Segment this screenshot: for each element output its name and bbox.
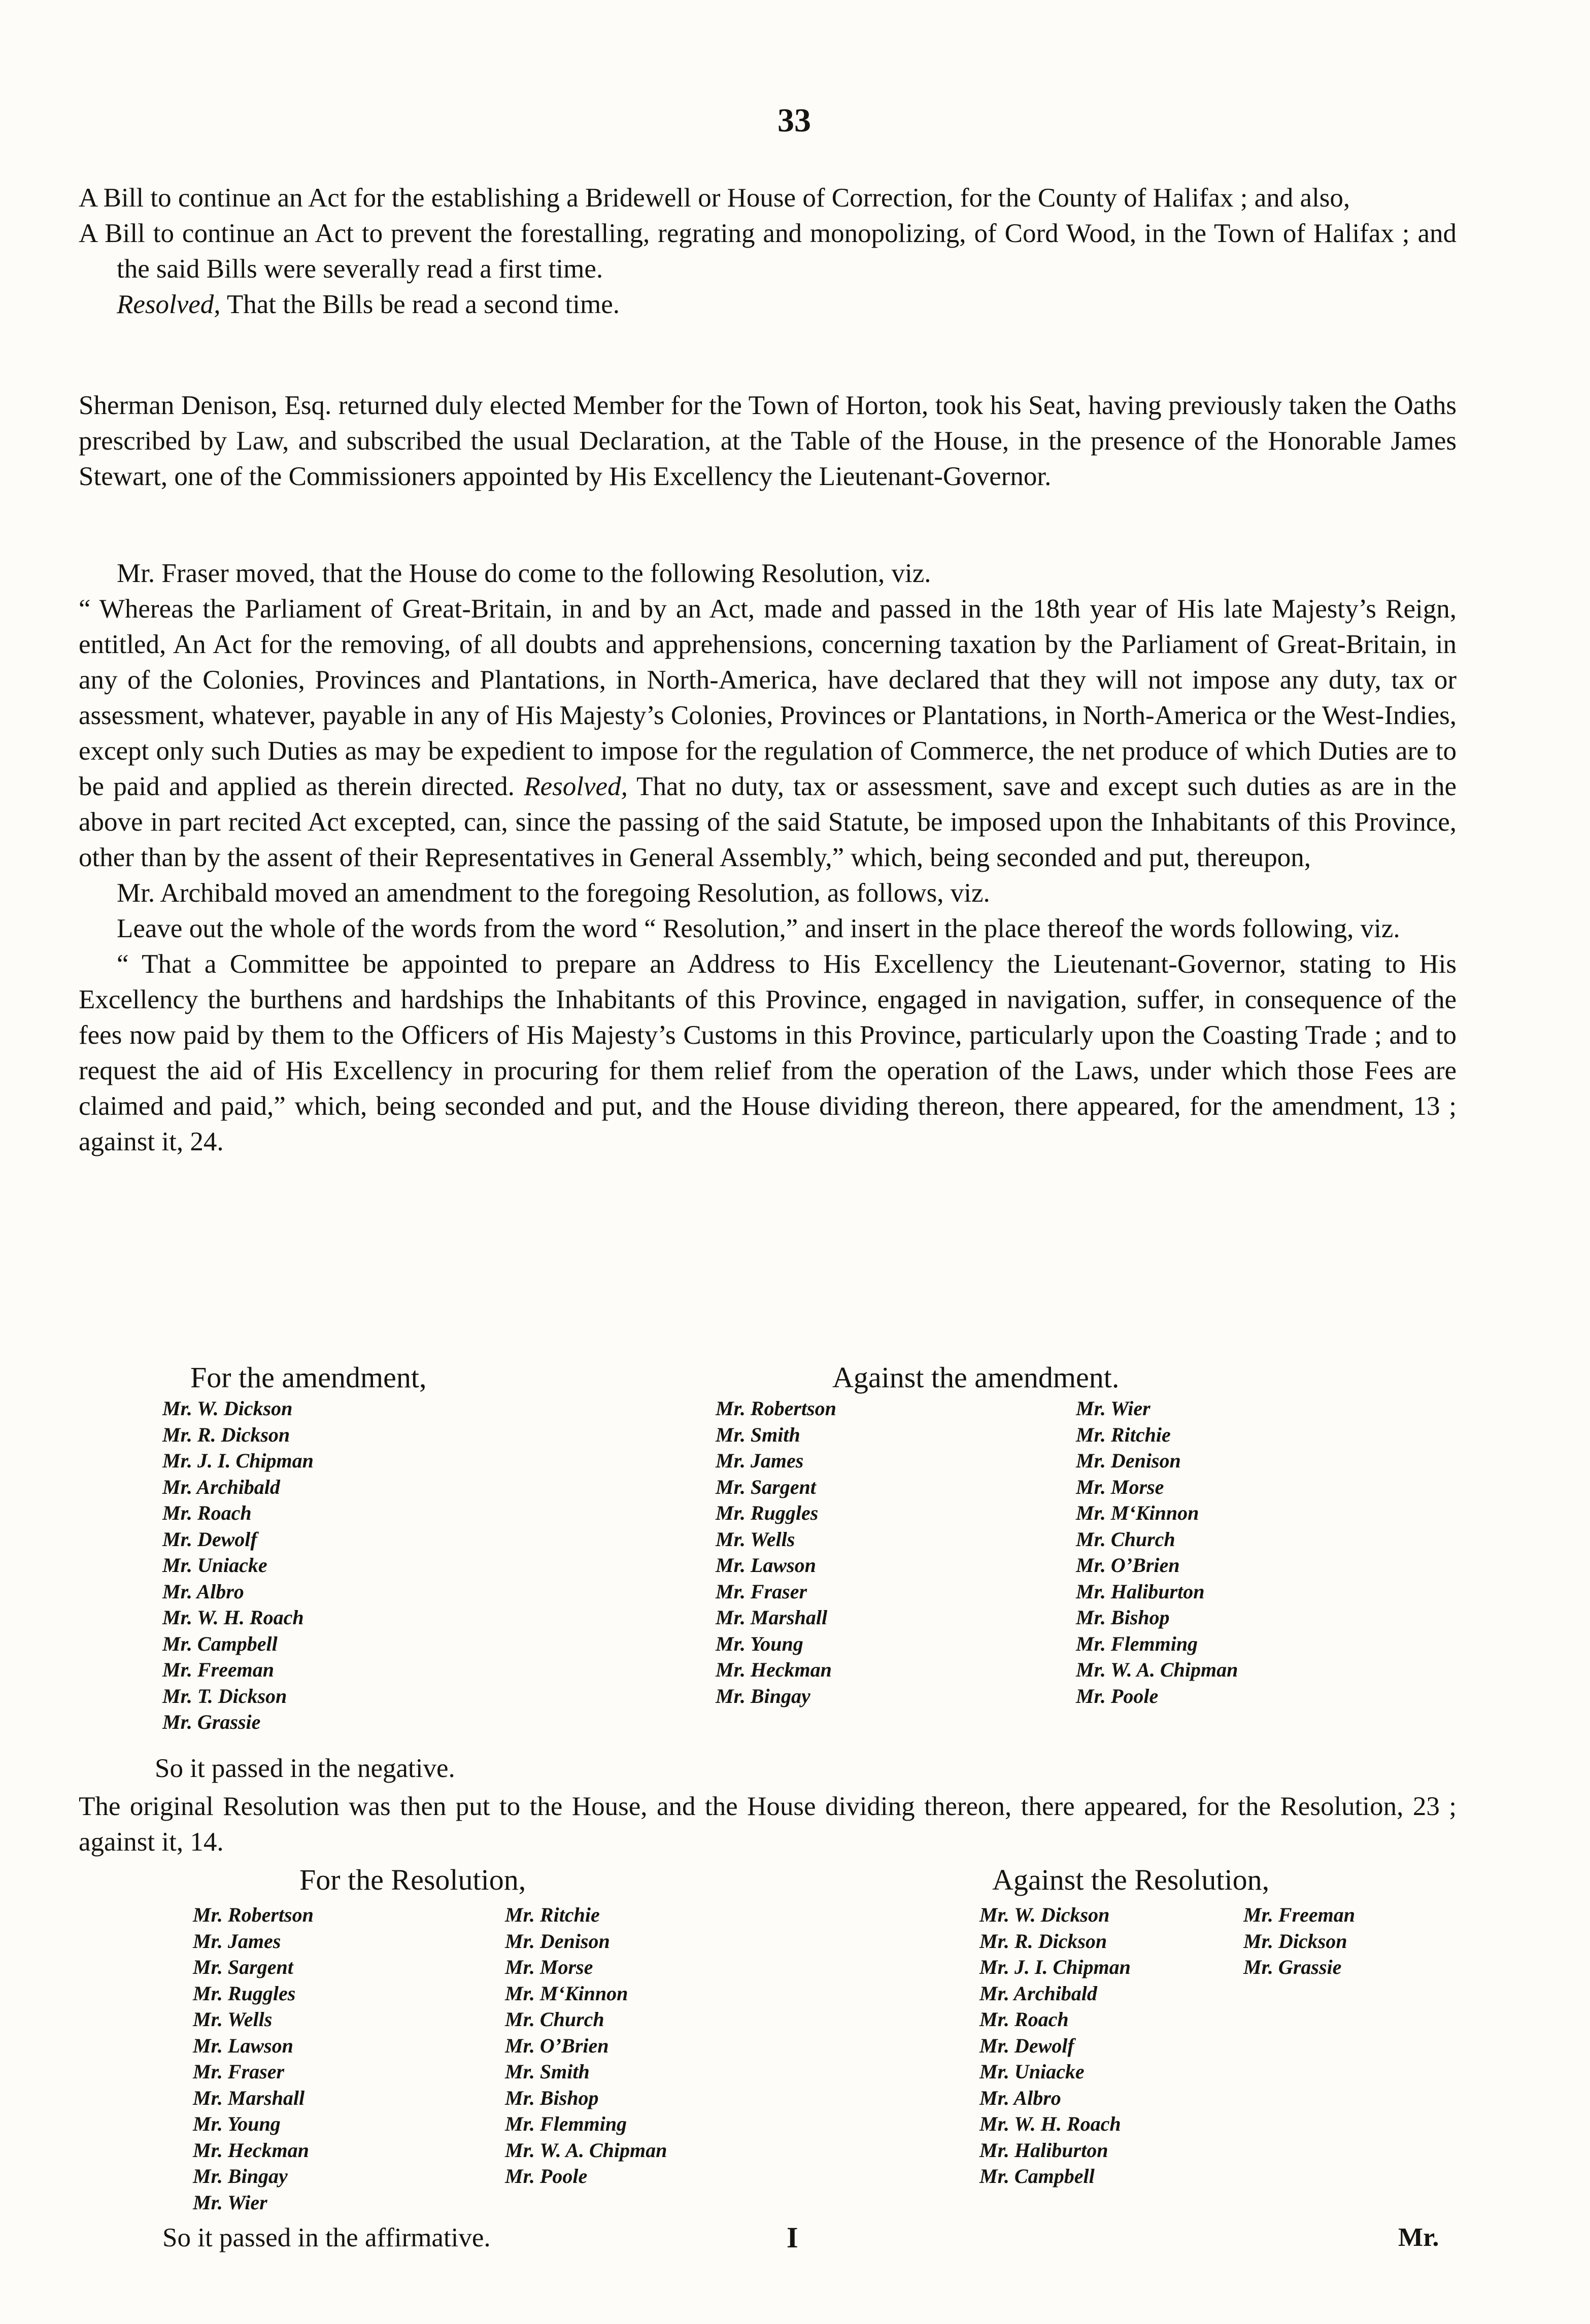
original-resolution-intro <box>79 1789 1457 1860</box>
name-item: Mr. Heckman <box>193 2138 309 2162</box>
name-item: Mr. Flemming <box>1076 1632 1198 1655</box>
resolution-against-heading: Against the Resolution, <box>992 1863 1270 1896</box>
name-item: Mr. Ritchie <box>1076 1423 1171 1446</box>
name-item: Mr. Fraser <box>193 2060 285 2083</box>
name-item: Mr. Campbell <box>979 2165 1095 2188</box>
name-item: Mr. Marshall <box>193 2086 305 2109</box>
name-item: Mr. Albro <box>979 2086 1061 2109</box>
name-item: Mr. Ruggles <box>193 1981 296 2005</box>
page-number: 33 <box>777 102 811 139</box>
name-item: Mr. M‘Kinnon <box>1076 1501 1199 1524</box>
name-item: Mr. Wells <box>716 1527 795 1551</box>
name-item: Mr. Freeman <box>162 1658 275 1681</box>
name-item: Mr. Church <box>1076 1527 1175 1551</box>
name-item: Mr. W. A. Chipman <box>505 2138 667 2162</box>
name-item: Mr. Dickson <box>1243 1929 1347 1953</box>
name-item: Mr. Young <box>716 1632 803 1655</box>
name-item: Mr. O’Brien <box>1076 1554 1180 1577</box>
name-item: Mr. Wier <box>193 2191 267 2214</box>
original-intro-text: The original Resolution was then put to the House, and the House dividing thereon, there appeared, for the Resolution, 23 ; against it, 14. <box>79 1792 1457 1857</box>
name-item: Mr. Bishop <box>1076 1606 1170 1629</box>
name-item: Mr. J. I. Chipman <box>979 1956 1131 1978</box>
name-item: Mr. Dewolf <box>979 2034 1074 2057</box>
whereas-resolved-label: Resolved, <box>524 772 628 801</box>
name-item: Mr. James <box>193 1929 281 1953</box>
name-item: Mr. Marshall <box>716 1606 828 1629</box>
name-item: Mr. Lawson <box>716 1554 816 1577</box>
amendment-against-list-two <box>1076 1395 1238 1709</box>
name-item: Mr. Uniacke <box>162 1554 267 1577</box>
name-item: Mr. Sargent <box>193 1956 293 1978</box>
name-item: Mr. Sargent <box>716 1475 816 1498</box>
name-item: Mr. Smith <box>505 2060 590 2083</box>
name-item: Mr. Archibald <box>162 1475 280 1498</box>
bill-one: A Bill to continue an Act for the establishing a Bridewell or House of Correction, for the County of Halifax ; and also, <box>79 183 1350 213</box>
name-item: Mr. Campbell <box>162 1632 278 1655</box>
name-item: Mr. Flemming <box>505 2112 627 2135</box>
whereas-part-two: That no duty, tax or assessment, save and except such duties as are in the above in part recited Act excepted, can, since the passing of the said Statute, be imposed upon the Inhabitants of this Province, other than by the assent of their Representatives in General Assembly,” which, being seconded and put, thereupon, <box>79 772 1457 872</box>
amendment-against-list-one <box>716 1395 836 1709</box>
name-item: Mr. Lawson <box>193 2034 293 2057</box>
name-item: Mr. Robertson <box>716 1397 836 1420</box>
name-item: Mr. W. Dickson <box>979 1903 1110 1926</box>
whereas-part-one: “ Whereas the Parliament of Great-Britain, in and by an Act, made and passed in the 18th year of His late Majesty’s Reign, entitled, An Act for the removing, of all doubts and apprehensions, concerning taxation by the Parliament of Great-Britain, in any of the Colonies, Provinces and Plantations, in North-America, have declared that they will not impose any duty, tax or assessment, whatever, payable in any of His Majesty’s Colonies, Provinces or Plantations, in North-America or the West-Indies, except only such Duties as may be expedient to impose for the regulation of Commerce, the net produce of which Duties are to be paid and applied as therein directed. <box>79 594 1457 801</box>
name-item: Mr. T. Dickson <box>162 1684 287 1707</box>
name-item: Mr. Bingay <box>716 1684 810 1707</box>
name-item: Mr. Roach <box>979 2008 1069 2031</box>
name-item: Mr. Archibald <box>979 1981 1097 2005</box>
leave-out-paragraph: Leave out the whole of the words from the word “ Resolution,” and insert in the place thereof the words following, viz. <box>117 914 1400 943</box>
name-item: Mr. Church <box>505 2008 604 2031</box>
name-item: Mr. Uniacke <box>979 2060 1085 2083</box>
amendment-against-heading: Against the amendment. <box>832 1361 1120 1394</box>
name-item: Mr. Grassie <box>1243 1956 1342 1978</box>
catchword: Mr. <box>1398 2223 1439 2252</box>
amendment-intro: Mr. Archibald moved an amendment to the foregoing Resolution, as follows, viz. <box>117 878 990 908</box>
resolution-for-heading: For the Resolution, <box>299 1863 526 1896</box>
resolution-for-list-two <box>505 1902 667 2190</box>
resolution-against-list-one <box>979 1902 1131 2190</box>
name-item: Mr. W. Dickson <box>162 1397 293 1420</box>
bill-two: A Bill to continue an Act to prevent the forestalling, regrating and monopolizing, of Cord Wood, in the Town of Halifax ; and the said Bills were severally read a first time. <box>79 219 1457 284</box>
name-item: Mr. Morse <box>1076 1475 1164 1498</box>
name-item: Mr. Freeman <box>1243 1903 1356 1926</box>
denison-section <box>79 388 1457 494</box>
name-item: Mr. Bingay <box>193 2165 288 2188</box>
name-item: Mr. Denison <box>505 1929 610 1953</box>
committee-paragraph: “ That a Committee be appointed to prepare an Address to His Excellency the Lieutenant-Governor, stating to His Excellency the burthens and hardships the Inhabitants of this Province, engaged in navigation, suffer, in consequence of the fees now paid by them to the Officers of His Majesty’s Customs in this Province, particularly upon the Coasting Trade ; and to request the aid of His Excellency in procuring for them relief from the operation of the Laws, under which those Fees are claimed and paid,” which, being seconded and put, and the House dividing thereon, there appeared, for the amendment, 13 ; against it, 24. <box>79 949 1457 1156</box>
name-item: Mr. Wier <box>1076 1397 1151 1420</box>
name-item: Mr. Robertson <box>193 1903 314 1926</box>
resolution-against-list-two <box>1243 1902 1355 1980</box>
name-item: Mr. Poole <box>505 2165 588 2188</box>
name-item: Mr. Wells <box>193 2008 273 2031</box>
motion-section <box>79 556 1457 1159</box>
name-item: Mr. Ritchie <box>505 1903 600 1926</box>
amendment-for-list <box>162 1395 314 1735</box>
name-item: Mr. W. A. Chipman <box>1076 1658 1238 1681</box>
name-item: Mr. Poole <box>1076 1684 1159 1707</box>
name-item: Mr. Young <box>193 2112 281 2135</box>
denison-paragraph: Sherman Denison, Esq. returned duly elected Member for the Town of Horton, took his Seat, having previously taken the Oaths prescribed by Law, and subscribed the usual Declaration, at the Table of the House, in the presence of the Honorable James Stewart, one of the Commissioners appointed by His Excellency the Lieutenant-Governor. <box>79 391 1457 491</box>
name-item: Mr. W. H. Roach <box>162 1606 304 1629</box>
amendment-result: So it passed in the negative. <box>155 1754 455 1783</box>
name-item: Mr. Haliburton <box>979 2138 1108 2162</box>
resolution-for-list-one <box>193 1902 314 2215</box>
resolved-label: Resolved, <box>117 290 221 319</box>
name-item: Mr. Ruggles <box>716 1501 819 1524</box>
signature-mark: I <box>787 2221 798 2254</box>
name-item: Mr. James <box>716 1449 804 1472</box>
name-item: Mr. Albro <box>162 1580 244 1603</box>
bills-section <box>79 180 1457 322</box>
name-item: Mr. M‘Kinnon <box>505 1981 628 2005</box>
name-item: Mr. Smith <box>716 1423 800 1446</box>
amendment-for-heading: For the amendment, <box>190 1361 427 1394</box>
name-item: Mr. Bishop <box>505 2086 599 2109</box>
name-item: Mr. Morse <box>505 1956 593 1978</box>
bills-resolution <box>79 287 1457 322</box>
name-item: Mr. O’Brien <box>505 2034 609 2057</box>
name-item: Mr. Heckman <box>716 1658 832 1681</box>
resolution-result: So it passed in the affirmative. <box>162 2223 491 2252</box>
name-item: Mr. J. I. Chipman <box>162 1449 314 1472</box>
resolved-text: That the Bills be read a second time. <box>220 290 620 319</box>
name-item: Mr. Roach <box>162 1501 252 1524</box>
name-item: Mr. Haliburton <box>1076 1580 1205 1603</box>
name-item: Mr. W. H. Roach <box>979 2112 1121 2135</box>
motion-intro: Mr. Fraser moved, that the House do come to the following Resolution, viz. <box>117 559 931 588</box>
name-item: Mr. Denison <box>1076 1449 1181 1472</box>
whereas-paragraph <box>79 591 1457 875</box>
name-item: Mr. Dewolf <box>162 1527 257 1551</box>
name-item: Mr. Grassie <box>162 1711 261 1733</box>
name-item: Mr. Fraser <box>716 1580 807 1603</box>
name-item: Mr. R. Dickson <box>979 1929 1107 1953</box>
name-item: Mr. R. Dickson <box>162 1423 290 1446</box>
